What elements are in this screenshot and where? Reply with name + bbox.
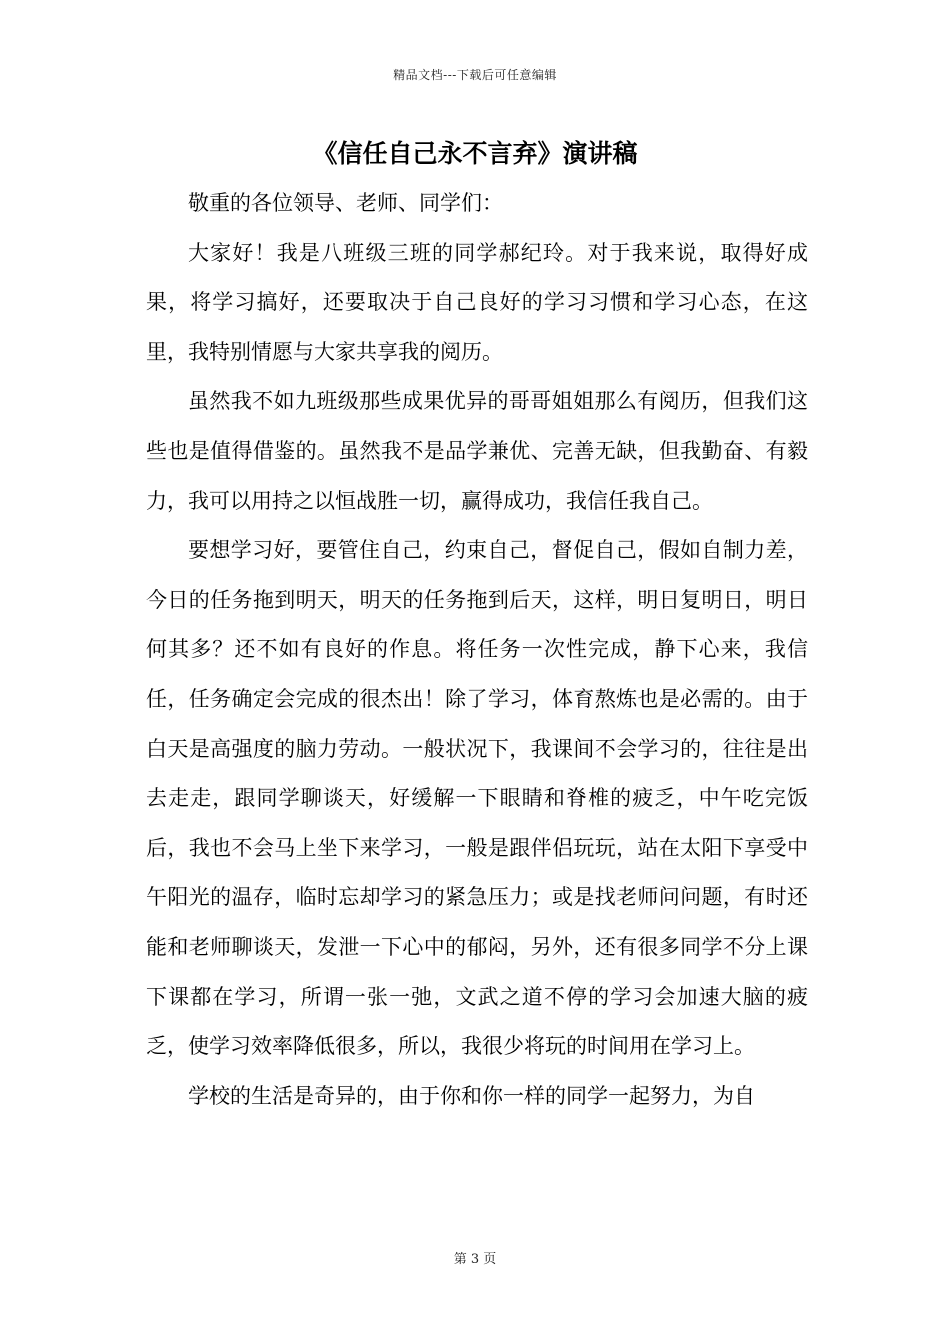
paragraph-school-life: 学校的生活是奇异的，由于你和你一样的同学一起努力，为自 — [188, 1083, 755, 1108]
paragraph-study-habits: 要想学习好，要管住自己，约束自己，督促自己，假如自制力差，今日的任务拖到明天，明天的任务拖到后天，这样，明日复明日，明日何其多？还不如有良好的作息。将任务一次性完成，静下心来，我信任，任务确定会完成的很杰出！除了学习，体育熬炼也是必需的。由于白天是高强度的脑力劳动。一般状况下，我课间不会学习的，往往是出去走走，跟同学聊谈天，好缓解一下眼睛和脊椎的疲乏，中午吃完饭后，我也不会马上坐下来学习，一般是跟伴侣玩玩，站在太阳下享受中午阳光的温存，临时忘却学习的紧急压力；或是找老师问问题，有时还能和老师聊谈天，发泄一下心中的郁闷，另外，还有很多同学不分上课下课都在学习，所谓一张一弛，文武之道不停的学习会加速大脑的疲乏，使学习效率降低很多，所以，我很少将玩的时间用在学习上。 — [146, 538, 808, 1059]
page-header: 精品文档---下载后可任意编辑 — [393, 68, 557, 82]
document-title: 《信任自己永不言弃》演讲稿 — [312, 139, 638, 168]
page-number: 第 3 页 — [453, 1252, 497, 1267]
paragraph-intro: 大家好！我是八班级三班的同学郝纪玲。对于我来说，取得好成果，将学习搞好，还要取决于自己良好的学习习惯和学习心态，在这里，我特别情愿与大家共享我的阅历。 — [146, 240, 808, 364]
document-body — [146, 179, 808, 1121]
paragraph-salutation: 敬重的各位领导、老师、同学们： — [188, 191, 503, 215]
paragraph-self-belief: 虽然我不如九班级那些成果优异的哥哥姐姐那么有阅历，但我们这些也是值得借鉴的。虽然我不是品学兼优、完善无缺，但我勤奋、有毅力，我可以用持之以恒战胜一切，赢得成功，我信任我自己。 — [146, 389, 808, 513]
